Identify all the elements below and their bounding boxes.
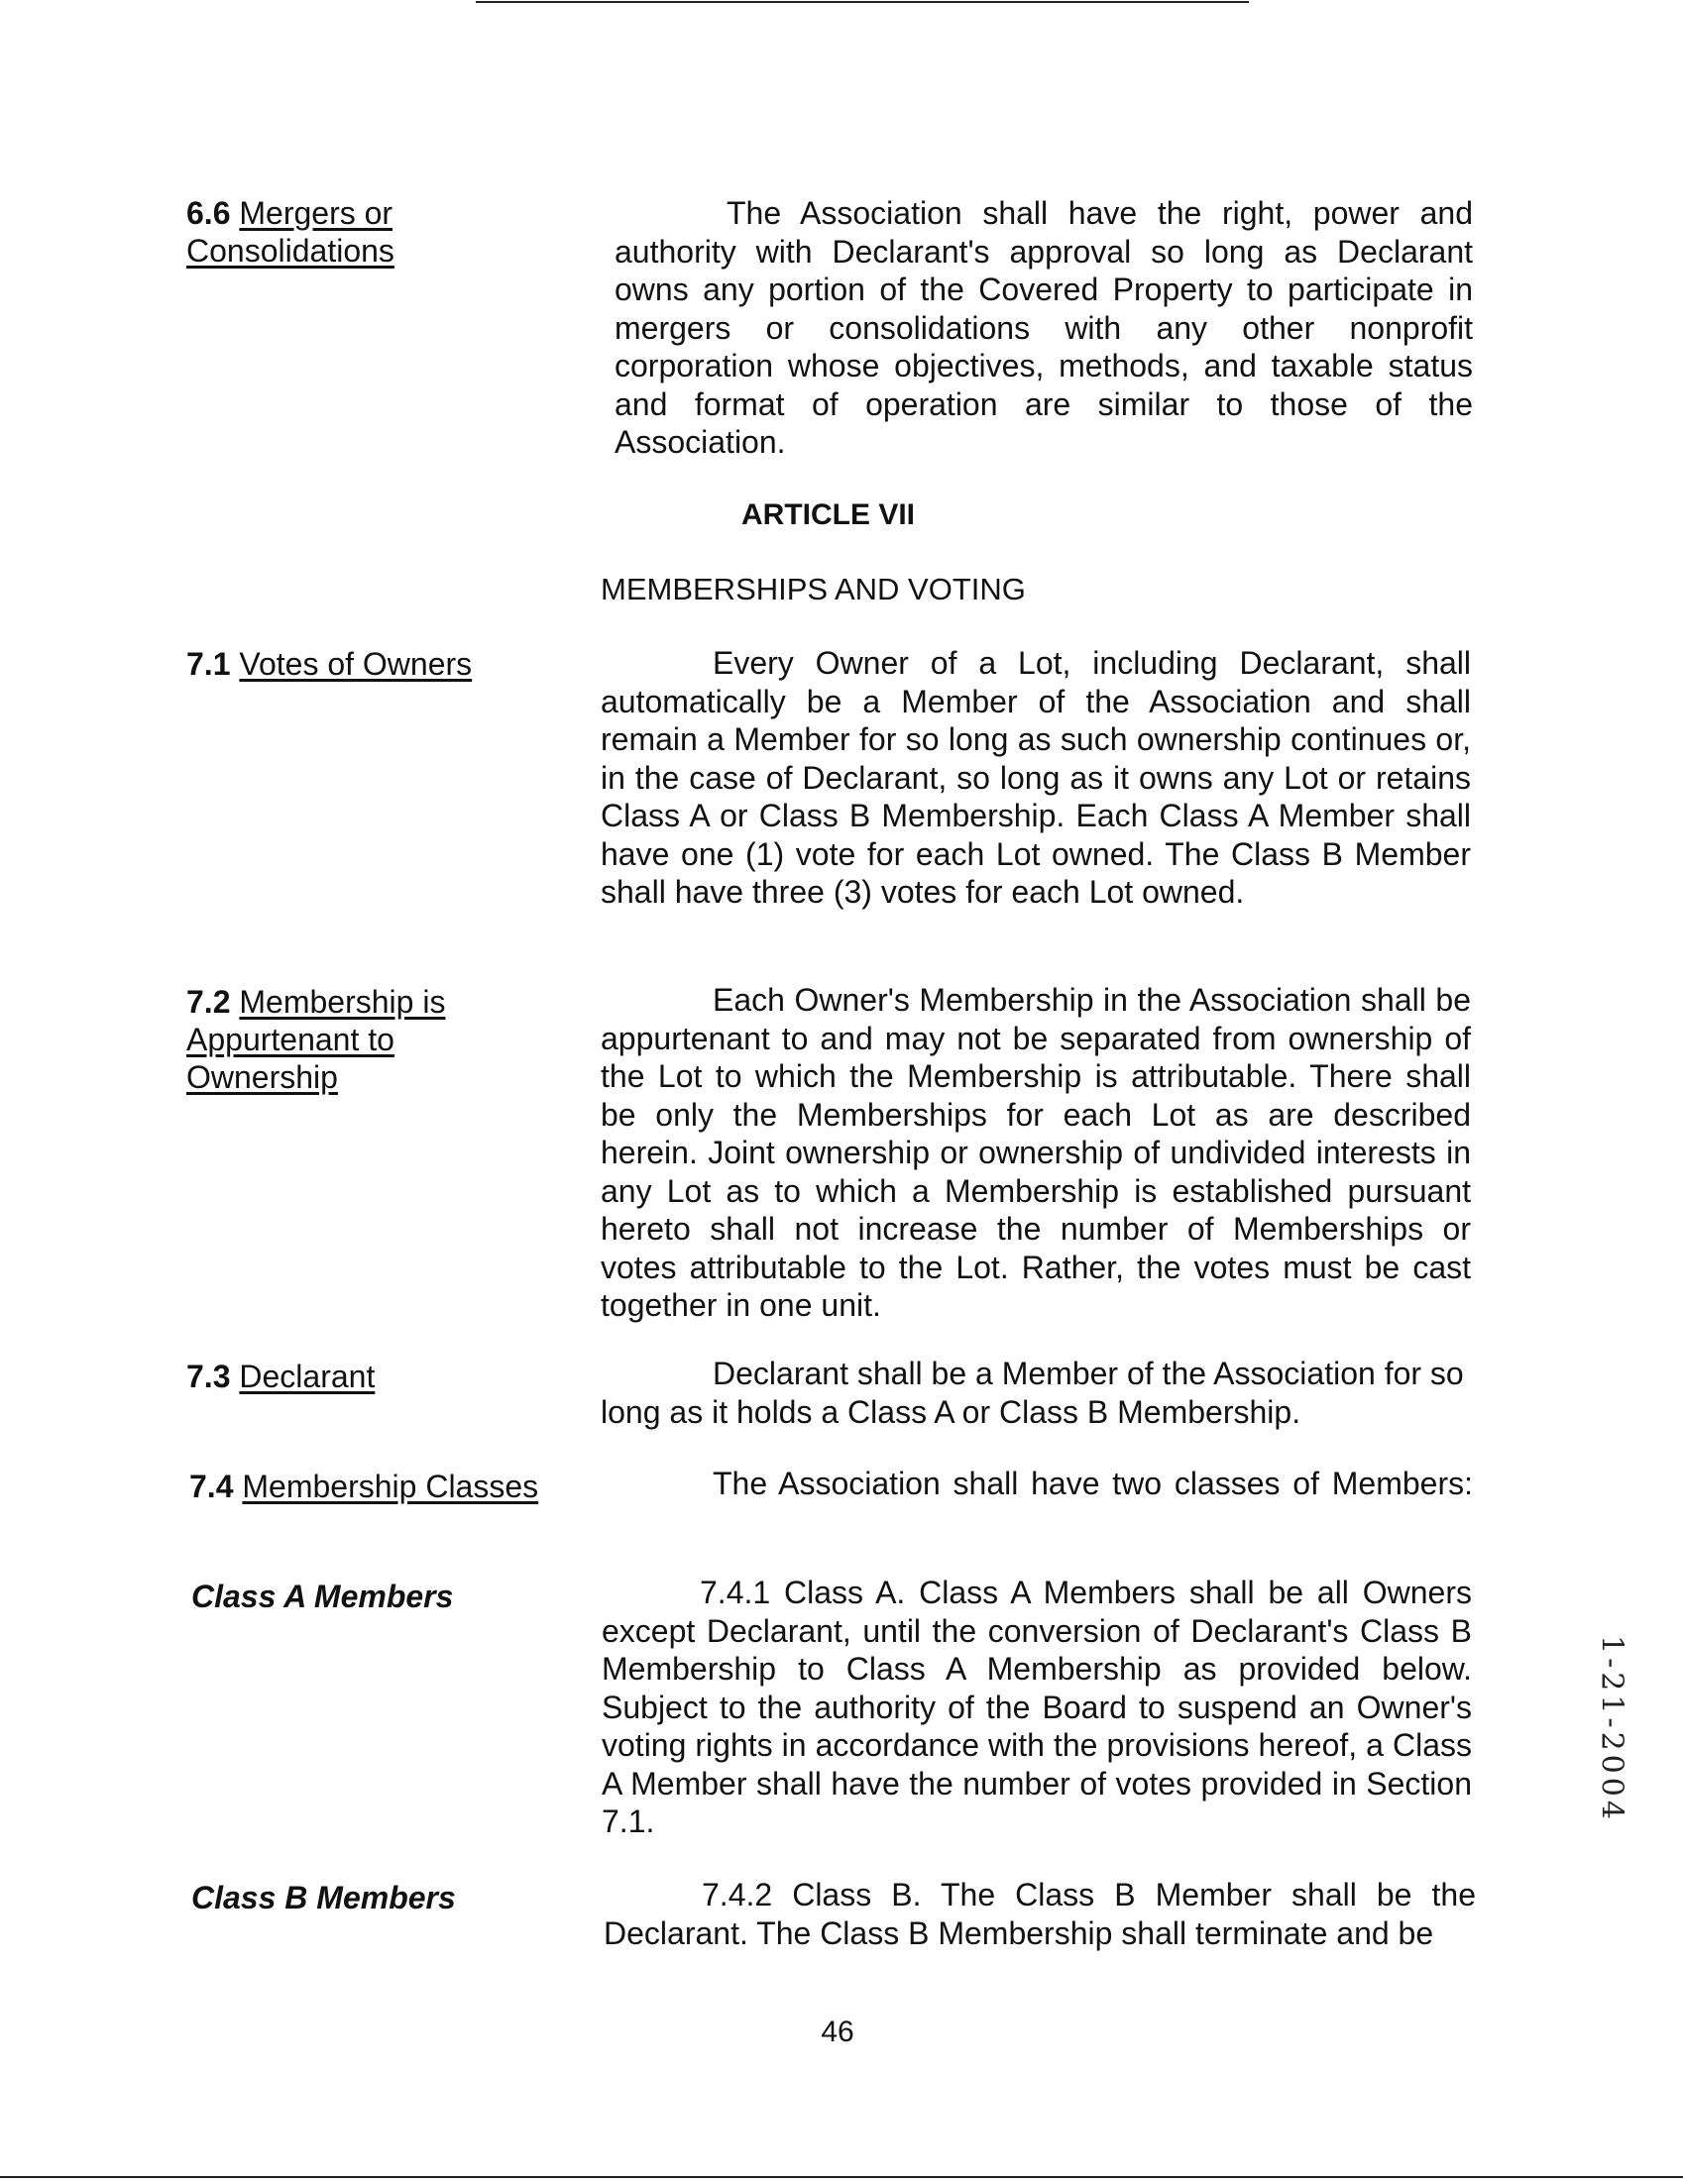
bottom-rule [0,2176,1683,2178]
section-6-6-label [186,194,573,270]
section-title: Membership is [239,984,446,1020]
section-title: Ownership [186,1059,338,1095]
margin-stamp [1592,1585,1631,1873]
margin-stamp-text: 1-21-2004 [1594,1635,1629,1823]
section-6-6-body: The Association shall have the right, power and authority with Declarant's approval so long as Declarant owns any portion of the Covered Property to participate in mergers or consolidations with any other nonprofit corporation whose objectives, methods, and taxable status and format of operation are similar to those of the Association. [615,195,1473,460]
section-title: Mergers or [239,195,393,231]
section-title: Consolidations [186,233,394,269]
class-b-label: Class B Members [191,1880,456,1915]
section-7-4-label [189,1468,576,1505]
top-rule [476,1,1249,3]
section-number: 7.4 [189,1469,234,1504]
page-number: 46 [821,2016,854,2048]
section-7-1-body: Every Owner of a Lot, including Declarant, shall automatically be a Member of the Association and shall remain a Member for so long as such ownership continues or, in the case of Declarant, so long as it owns any Lot or retains Class A or Class B Membership. Each Class A Member shall have one (1) vote for each Lot owned. The Class B Member shall have three (3) votes for each Lot owned. [601,645,1471,910]
section-number: 6.6 [186,195,231,231]
article-subtitle: MEMBERSHIPS AND VOTING [601,572,1026,606]
section-7-2-label [186,983,573,1096]
article-title: ARTICLE VII [741,498,916,531]
section-number: 7.1 [186,646,231,682]
class-a-body: 7.4.1 Class A. Class A Members shall be all Owners except Declarant, until the conversion of Declarant's Class B Membership to Class A Membership as provided below. Subject to the authority of the Board to suspend an Owner's voting rights in accordance with the provisions hereof, a Class A Member shall have the number of votes provided in Section 7.1. [602,1575,1472,1839]
section-number: 7.3 [186,1359,231,1394]
section-7-4-body: The Association shall have two classes of Members: [713,1466,1473,1501]
section-7-2-body: Each Owner's Membership in the Association shall be appurtenant to and may not be separated from ownership of the Lot to which the Membership is attributable. There shall be only the Memberships for each Lot as are described herein. Joint ownership or ownership of undivided interests in any Lot as to which a Membership is established pursuant hereto shall not increase the number of Memberships or votes attributable to the Lot. Rather, the votes must be cast together in one unit. [601,982,1471,1323]
section-7-1-label [186,645,573,683]
section-7-3-body: Declarant shall be a Member of the Association for so long as it holds a Class A or Class B Membership. [601,1356,1464,1430]
section-title: Votes of Owners [239,646,473,682]
section-title: Membership Classes [242,1469,539,1504]
class-b-body: 7.4.2 Class B. The Class B Member shall be the Declarant. The Class B Membership shall terminate and be [604,1877,1476,1951]
section-title: Declarant [239,1359,376,1394]
section-title: Appurtenant to [186,1022,394,1057]
section-number: 7.2 [186,984,231,1020]
class-a-label: Class A Members [191,1579,454,1614]
section-7-3-label [186,1358,573,1395]
